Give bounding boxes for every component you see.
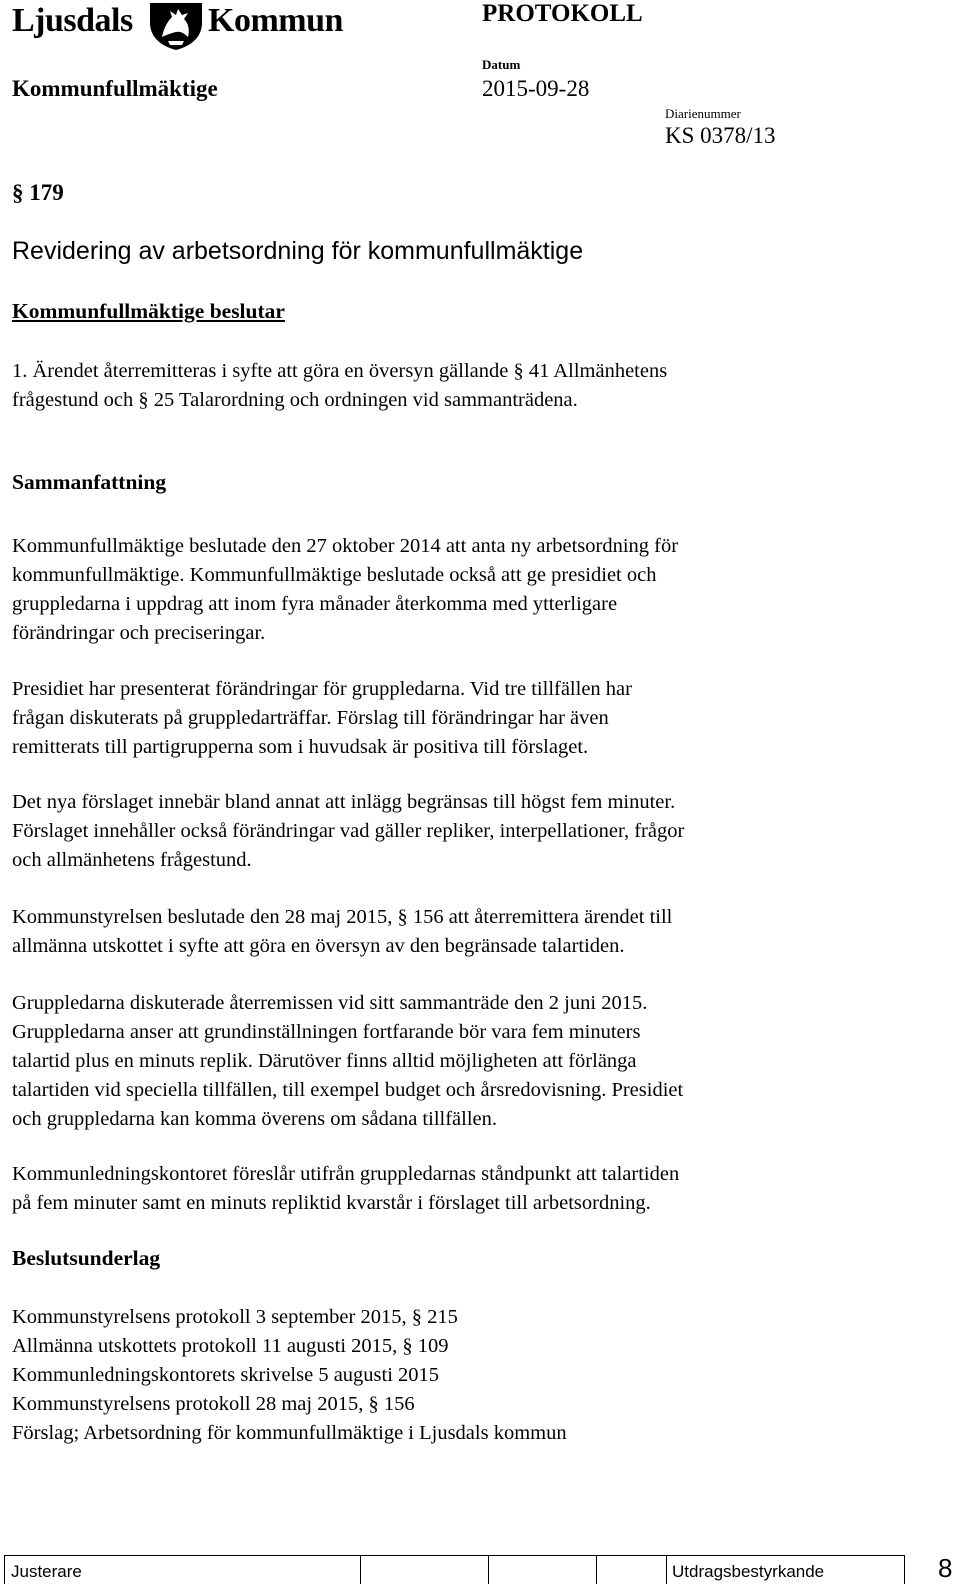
justerare-signature-box xyxy=(360,1555,489,1584)
text-line: Kommunledningskontoret föreslår utifrån gruppledarnas ståndpunkt att talartiden xyxy=(12,1163,680,1185)
text-line: allmänna utskottet i syfte att göra en översyn av den begränsade talartiden. xyxy=(12,935,625,957)
summary-paragraph-2 xyxy=(12,675,632,762)
list-item: Kommunstyrelsens protokoll 28 maj 2015, § 156 xyxy=(12,1393,415,1415)
signature-footer xyxy=(4,1555,960,1583)
decision-heading: Kommunfullmäktige beslutar xyxy=(12,299,285,323)
decision-line: frågestund och § 25 Talarordning och ordningen vid sammanträdena. xyxy=(12,389,578,411)
summary-paragraph-1 xyxy=(12,532,678,648)
text-line: Kommunstyrelsen beslutade den 28 maj 2015, § 156 att återremittera ärendet till xyxy=(12,906,673,928)
section-number-value: 179 xyxy=(29,180,64,205)
summary-paragraph-6 xyxy=(12,1160,679,1218)
list-item: Förslag; Arbetsordning för kommunfullmäktige i Ljusdals kommun xyxy=(12,1422,567,1444)
summary-paragraph-4 xyxy=(12,903,672,961)
text-line: frågan diskuterats på gruppledarträffar. Förslag till förändringar har även xyxy=(12,707,609,729)
list-item: Allmänna utskottets protokoll 11 augusti 2015, § 109 xyxy=(12,1335,449,1357)
section-symbol: § xyxy=(12,180,24,205)
text-line: Gruppledarna anser att grundinställningen fortfarande bör vara fem minuters xyxy=(12,1021,641,1043)
basis-heading: Beslutsunderlag xyxy=(12,1246,161,1270)
text-line: Presidiet har presenterat förändringar för gruppledarna. Vid tre tillfällen har xyxy=(12,678,632,700)
utdragsbestyrkande-label: Utdragsbestyrkande xyxy=(672,1562,825,1581)
decision-paragraph xyxy=(12,357,667,415)
municipality-logo xyxy=(12,2,343,48)
text-line: kommunfullmäktige. Kommunfullmäktige beslutade också att ge presidiet och xyxy=(12,564,657,586)
diarie-label: Diarienummer xyxy=(665,106,741,121)
text-line: talartid plus en minuts replik. Därutöver finns alltid möjligheten att förlänga xyxy=(12,1050,637,1072)
basis-list xyxy=(12,1303,567,1448)
decision-line: 1. Ärendet återremitteras i syfte att göra en översyn gällande § 41 Allmänhetens xyxy=(12,360,668,382)
utdragsbestyrkande-box xyxy=(666,1555,905,1584)
summary-paragraph-5 xyxy=(12,989,683,1134)
justerare-signature-box-2 xyxy=(488,1555,597,1584)
summary-paragraph-3 xyxy=(12,788,684,875)
coat-of-arms-icon xyxy=(148,1,204,51)
text-line: förändringar och preciseringar. xyxy=(12,622,266,644)
text-line: och gruppledarna kan komma överens om sådana tillfällen. xyxy=(12,1108,498,1130)
summary-heading: Sammanfattning xyxy=(12,470,167,494)
text-line: Gruppledarna diskuterade återremissen vid sitt sammanträde den 2 juni 2015. xyxy=(12,992,648,1014)
date-value: 2015-09-28 xyxy=(482,76,590,101)
page-number: 8 xyxy=(938,1553,953,1583)
text-line: talartiden vid speciella tillfällen, till exempel budget och årsredovisning. Presidiet xyxy=(12,1079,684,1101)
document-type: PROTOKOLL xyxy=(482,0,643,27)
text-line: och allmänhetens frågestund. xyxy=(12,849,252,871)
text-line: Det nya förslaget innebär bland annat att inlägg begränsas till högst fem minuter. xyxy=(12,791,676,813)
section-number xyxy=(12,180,64,206)
text-line: gruppledarna i uppdrag att inom fyra månader återkomma med ytterligare xyxy=(12,593,618,615)
justerare-signature-box-3 xyxy=(596,1555,667,1584)
text-line: Kommunfullmäktige beslutade den 27 oktober 2014 att anta ny arbetsordning för xyxy=(12,535,679,557)
organization-name: Kommunfullmäktige xyxy=(12,76,218,101)
text-line: Förslaget innehåller också förändringar vad gäller repliker, interpellationer, frågor xyxy=(12,820,685,842)
logo-text-left: Ljusdals xyxy=(12,2,133,39)
justerare-label: Justerare xyxy=(11,1562,82,1581)
justerare-box xyxy=(4,1555,361,1584)
list-item: Kommunstyrelsens protokoll 3 september 2015, § 215 xyxy=(12,1306,458,1328)
page-title: Revidering av arbetsordning för kommunfullmäktige xyxy=(12,237,584,265)
list-item: Kommunledningskontorets skrivelse 5 augusti 2015 xyxy=(12,1364,440,1386)
text-line: på fem minuter samt en minuts repliktid kvarstår i förslaget till arbetsordning. xyxy=(12,1192,651,1214)
logo-text-right: Kommun xyxy=(208,2,343,39)
diarie-value: KS 0378/13 xyxy=(665,123,776,148)
date-label: Datum xyxy=(482,57,521,72)
text-line: remitterats till partigrupperna som i huvudsak är positiva till förslaget. xyxy=(12,736,589,758)
